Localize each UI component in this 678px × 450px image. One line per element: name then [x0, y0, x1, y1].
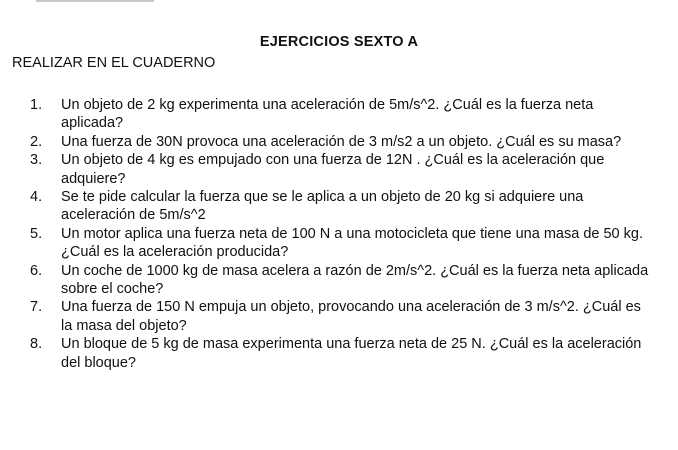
exercise-item-2: [30, 133, 650, 151]
exercise-text: Se te pide calcular la fuerza que se le aplica a un objeto de 20 kg si adquiere una aceleración de 5m/s^2: [61, 189, 584, 224]
exercise-number: 6.: [30, 262, 43, 279]
document-title: EJERCICIOS SEXTO A: [259, 34, 419, 50]
exercise-text: Un bloque de 5 kg de masa experimenta una fuerza neta de 25 N. ¿Cuál es la aceleración del bloque?: [61, 336, 642, 371]
exercise-item-4: [30, 188, 650, 225]
exercise-number: 2.: [30, 133, 43, 150]
exercise-number: 3.: [30, 152, 43, 169]
exercise-item-8: [30, 335, 650, 372]
instruction-text: REALIZAR EN EL CUADERNO: [12, 55, 216, 71]
exercise-text: Un objeto de 2 kg experimenta una aceleración de 5m/s^2. ¿Cuál es la fuerza neta aplicada?: [61, 97, 594, 132]
exercise-item-5: [30, 225, 650, 262]
exercise-item-7: [30, 298, 650, 335]
exercise-text: Una fuerza de 150 N empuja un objeto, provocando una aceleración de 3 m/s^2. ¿Cuál es la masa del objeto?: [61, 299, 641, 334]
exercise-item-6: [30, 262, 650, 299]
exercise-number: 8.: [30, 336, 43, 353]
exercise-list: [30, 96, 650, 372]
exercise-number: 4.: [30, 189, 43, 206]
exercise-number: 5.: [30, 225, 43, 242]
top-edge-strip: [0, 0, 678, 3]
exercise-number: 1.: [30, 97, 43, 113]
exercise-item-3: [30, 151, 650, 188]
exercise-text: Una fuerza de 30N provoca una aceleración de 3 m/s2 a un objeto. ¿Cuál es su masa?: [61, 133, 622, 150]
exercise-text: Un coche de 1000 kg de masa acelera a razón de 2m/s^2. ¿Cuál es la fuerza neta aplicada sobre el coche?: [61, 262, 649, 298]
exercise-text: Un motor aplica una fuerza neta de 100 N a una motocicleta que tiene una masa de 50 kg. ¿Cuál es la aceleración producida?: [61, 225, 643, 261]
top-edge-mark: [36, 0, 154, 2]
exercise-text: Un objeto de 4 kg es empujado con una fuerza de 12N . ¿Cuál es la aceleración que adquiere?: [61, 152, 605, 187]
exercise-item-1: [30, 96, 650, 133]
exercise-number: 7.: [30, 299, 43, 316]
